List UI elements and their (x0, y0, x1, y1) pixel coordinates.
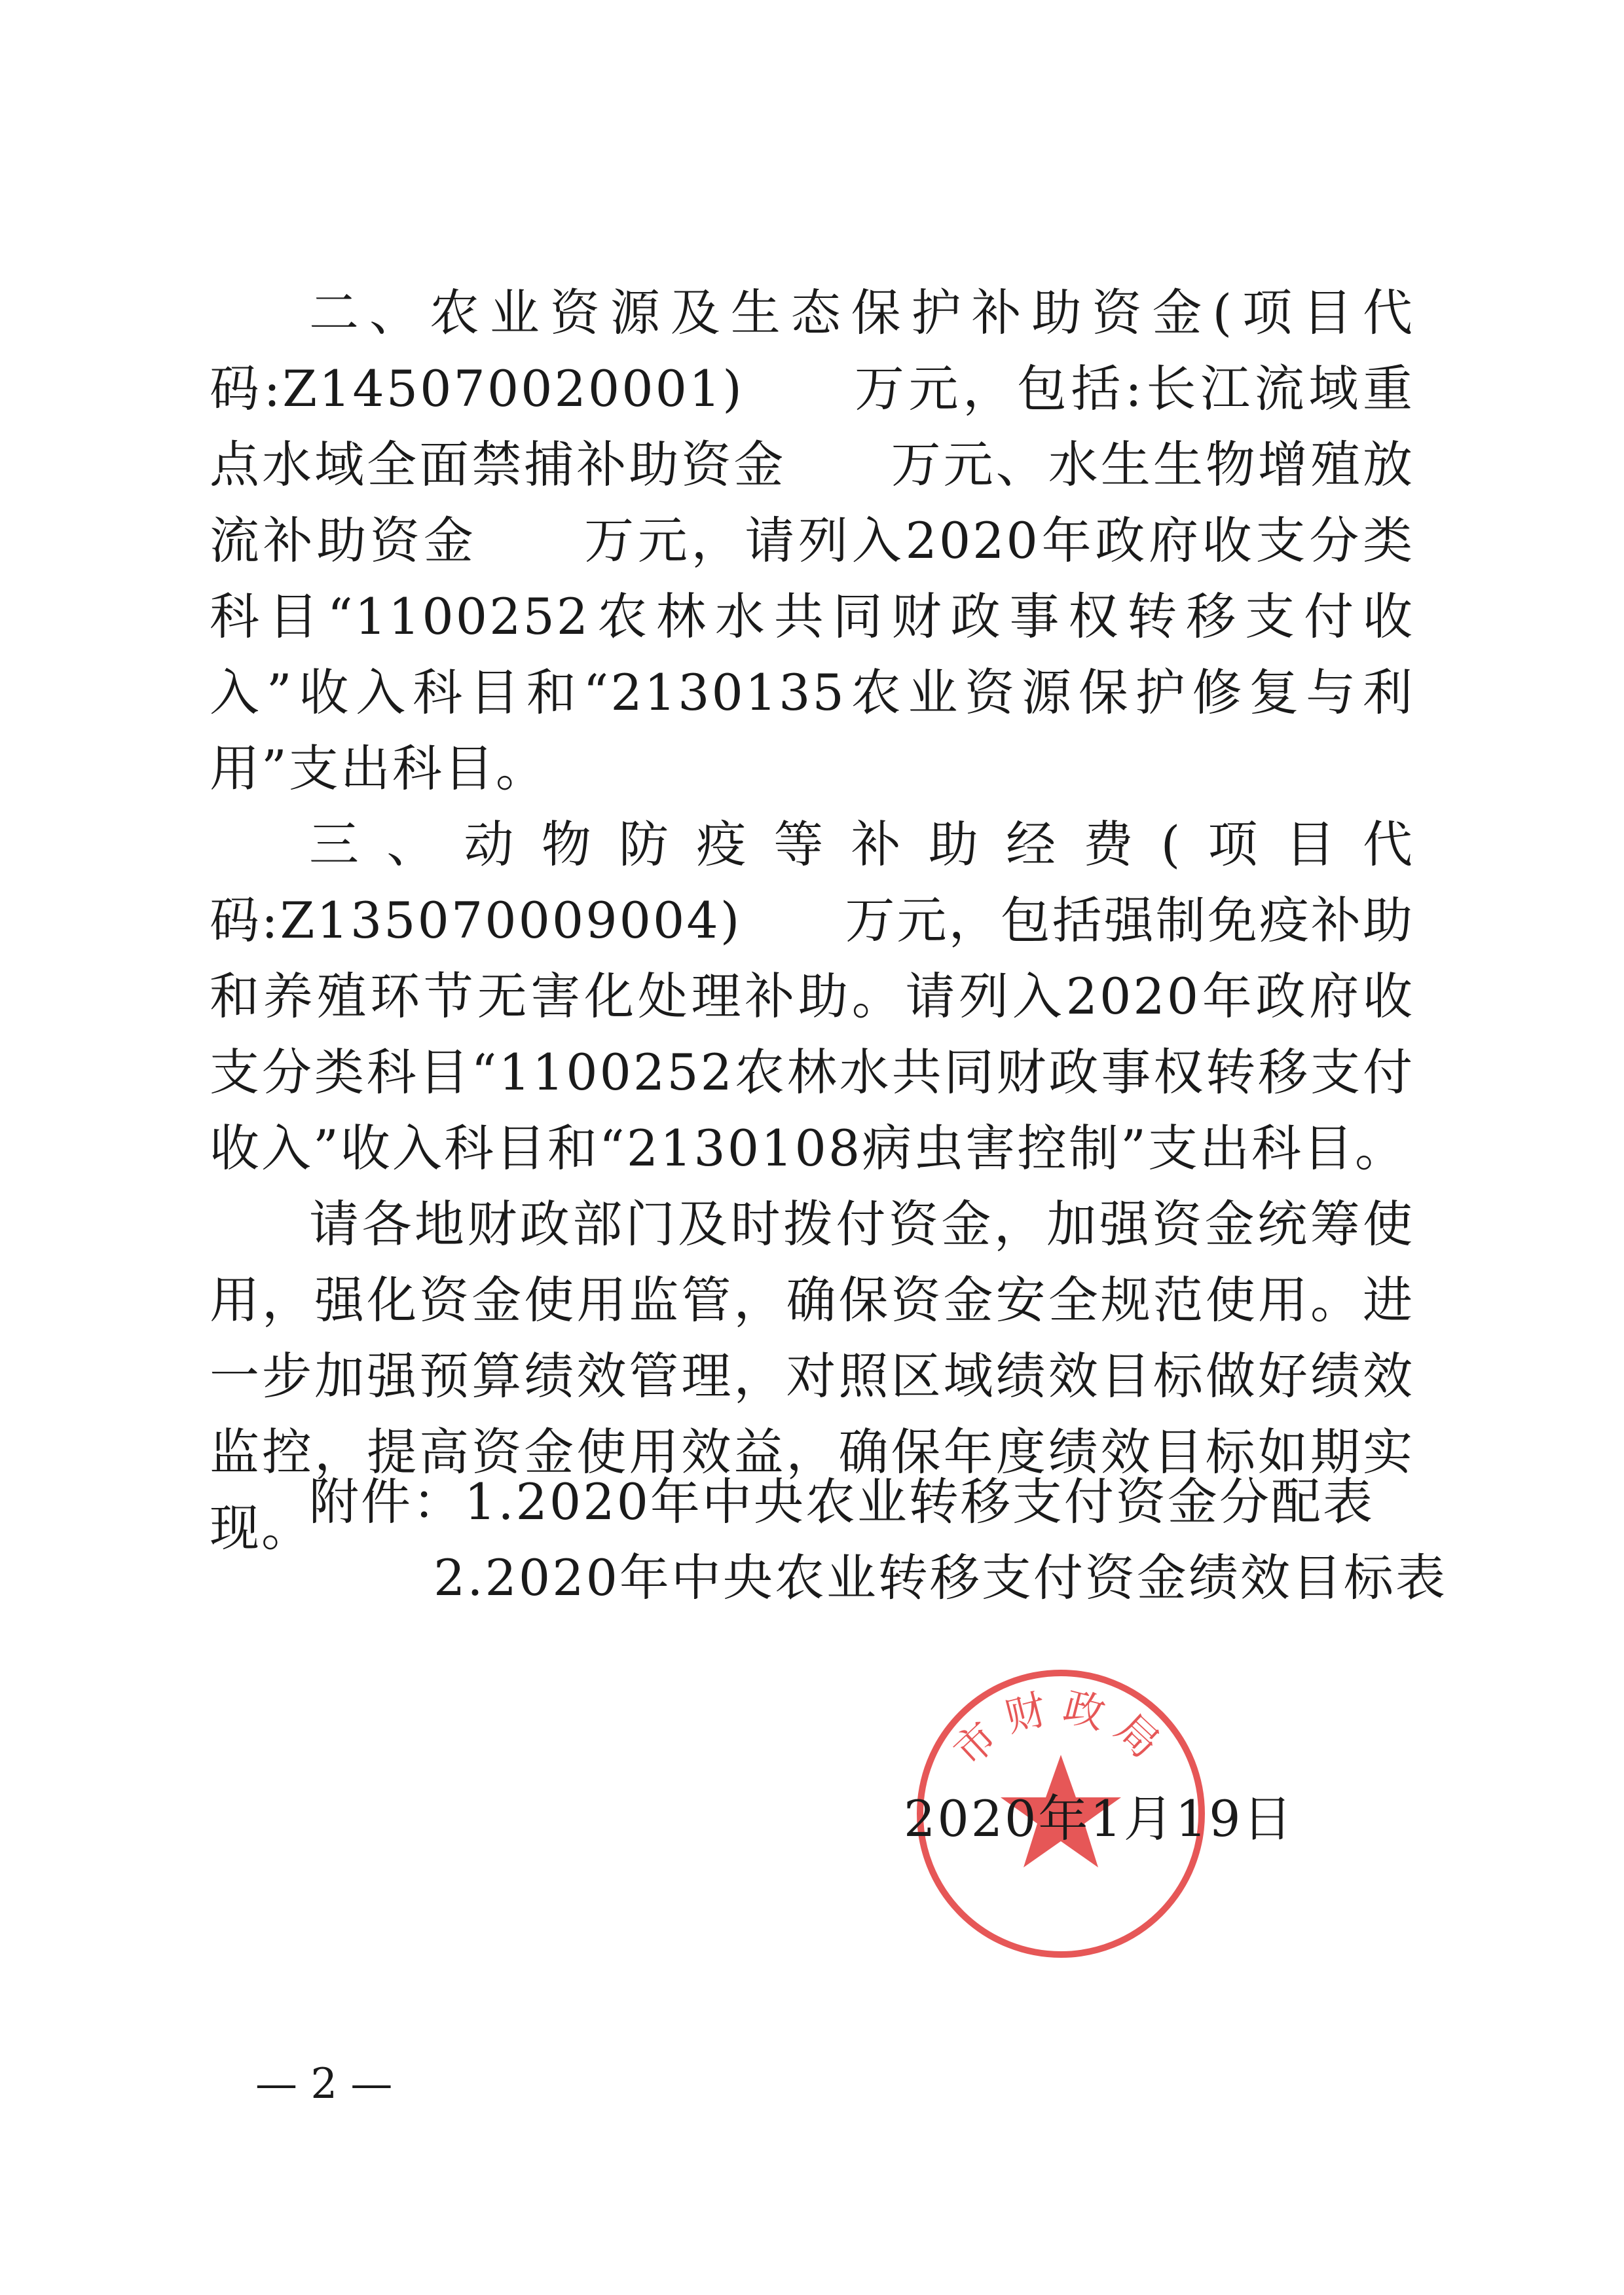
issue-date: 2020年1月19日 (904, 1790, 1295, 1848)
attachments-list (309, 1464, 1447, 1616)
page-number: — 2 — (255, 2060, 393, 2108)
seal-text: 市财政局 (944, 1681, 1177, 1776)
paragraph-animal-epidemic: 三、动物防疫等补助经费(项目代码:Z135070009004) 万元，包括强制免疫补助和养殖环节无害化处理补助。请列入2020年政府收支分类科目“1100252农林水共同财政事权转移支付收入”收入科目和“2130108病虫害控制”支出科目。 (210, 815, 1414, 1177)
paragraph-agricultural-resources: 二、农业资源及生态保护补助资金(项目代码:Z145070020001) 万元，包括:长江流域重点水域全面禁捕补助资金 万元、水生生物增殖放流补助资金 万元，请列入2020年政府收支分类科目“1100252农林水共同财政事权转移支付收入”收入科目和“2130135农业资源保护修复与利用”支出科目。 (210, 284, 1414, 798)
attachment-1: 附件：1.2020年中央农业转移支付资金分配表 (309, 1473, 1375, 1531)
document-body (210, 275, 1414, 1566)
attachment-2: 2.2020年中央农业转移支付资金绩效目标表 (434, 1549, 1447, 1607)
paragraph-instructions: 请各地财政部门及时拨付资金，加强资金统筹使用，强化资金使用监管，确保资金安全规范使用。进一步加强预算绩效管理，对照区域绩效目标做好绩效监控，提高资金使用效益，确保年度绩效目标如期实现。 (210, 1195, 1414, 1557)
